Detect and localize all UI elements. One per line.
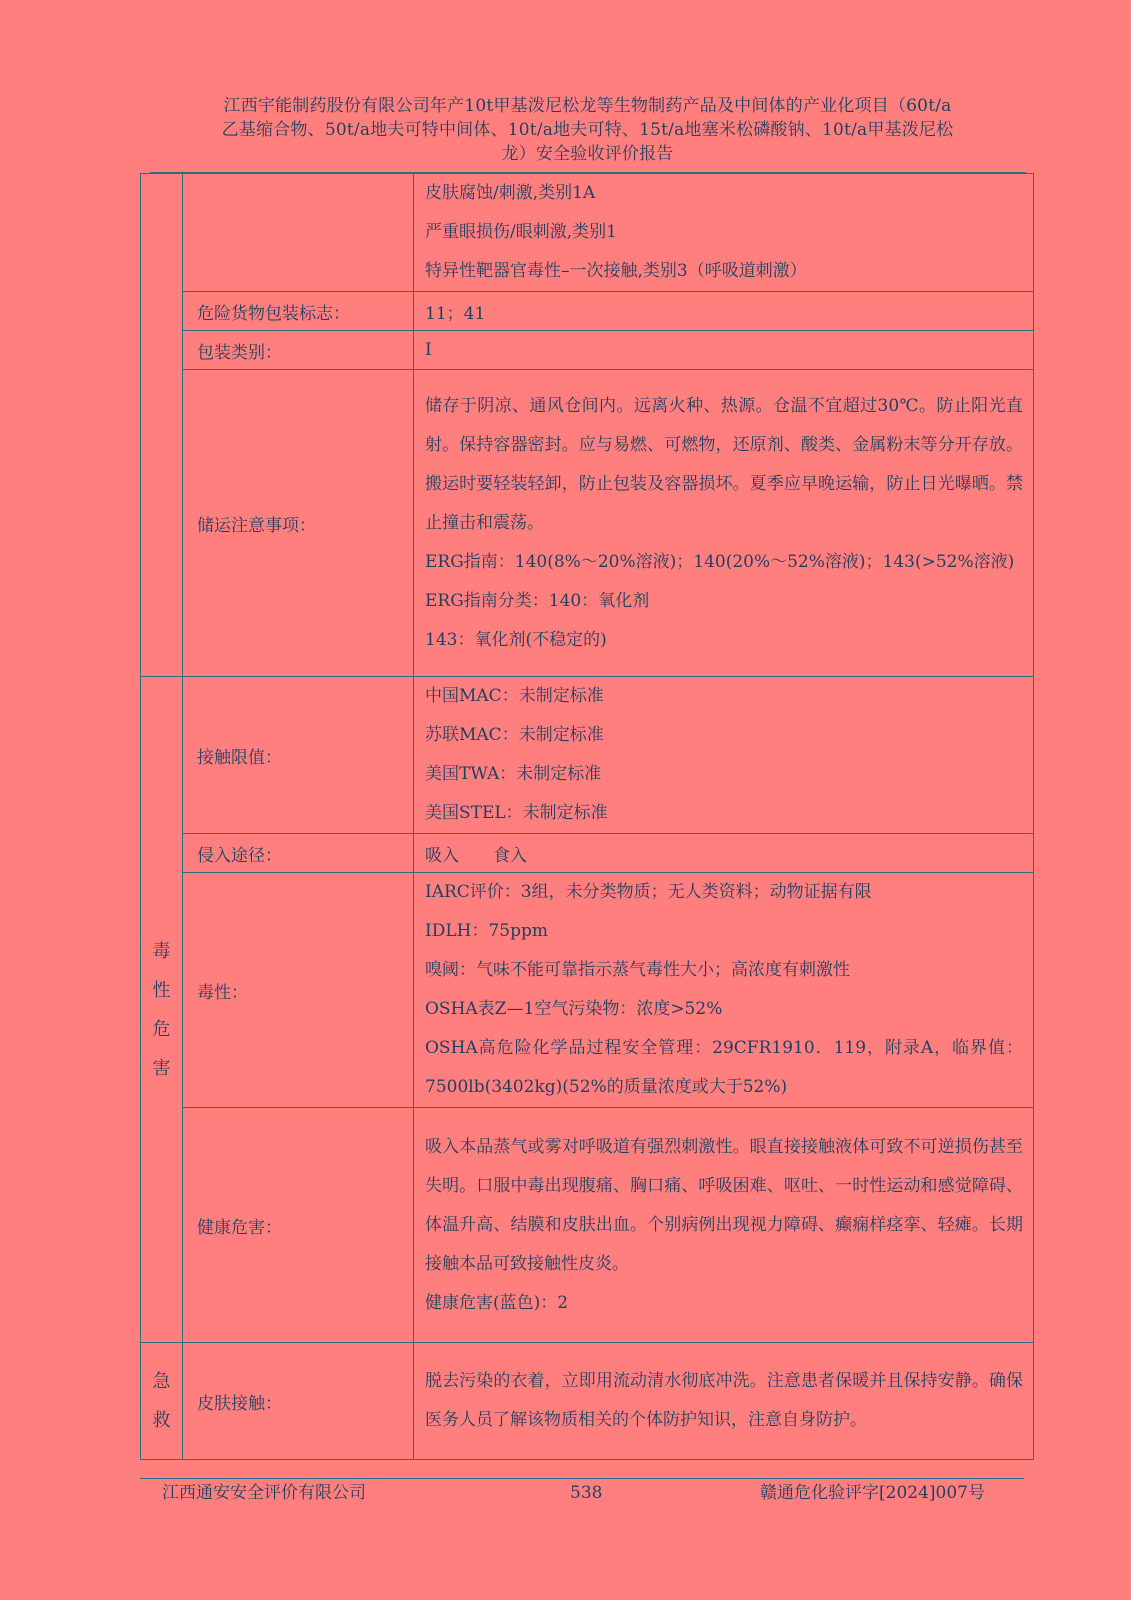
section-char: 性 — [152, 979, 171, 1001]
header-line-2: 乙基缩合物、50t/a地夫可特中间体、10t/a地夫可特、15t/a地塞米松磷酸钠、10t/a甲基泼尼松 — [221, 120, 954, 140]
table-row — [141, 331, 1034, 370]
table-row — [141, 834, 1034, 873]
packaging-mark-value: 11；41 — [414, 292, 1034, 331]
row-label: 健康危害： — [183, 1108, 414, 1343]
toxicity-line: IDLH：75ppm — [425, 921, 548, 941]
skin-cell — [414, 1343, 1034, 1460]
table-row — [141, 677, 1034, 834]
classification-line: 特异性靶器官毒性–一次接触,类别3（呼吸道刺激） — [425, 261, 807, 281]
row-label — [183, 174, 414, 292]
routes-value: 吸入 食入 — [414, 834, 1034, 873]
footer-company: 江西通安安全评价有限公司 — [162, 1483, 366, 1503]
erg-guide: ERG指南：140(8%～20%溶液)；140(20%～52%溶液)；143(>52%溶液) — [425, 551, 1015, 572]
classification-cell — [414, 174, 1034, 292]
msds-table — [140, 173, 1034, 1460]
section-char: 救 — [152, 1410, 171, 1431]
row-label: 包装类别： — [183, 331, 414, 370]
toxicity-line: IARC评价：3组，未分类物质；无人类资料；动物证据有限 — [425, 882, 872, 902]
section-char: 毒 — [152, 940, 171, 962]
storage-paragraph: 储存于阴凉、通风仓间内。远离火种、热源。仓温不宜超过30℃。防止阳光直射。保持容器密封。应与易燃、可燃物，还原剂、酸类、金属粉末等分开存放。搬运时要轻装轻卸，防止包装及容器损坏。夏季应早晚运输，防止日光曝晒。禁止撞击和震荡。 — [425, 395, 1023, 533]
header-line-1: 江西宇能制药股份有限公司年产10t甲基泼尼松龙等生物制药产品及中间体的产业化项目（60t/a — [223, 96, 952, 116]
table-row — [141, 370, 1034, 677]
section-first-aid — [141, 1343, 183, 1460]
table-row — [141, 1343, 1034, 1460]
osha-psm: OSHA高危险化学品过程安全管理：29CFR1910．119，附录A，临界值：7500lb(3402kg)(52%的质量浓度或大于52%) — [425, 1038, 1023, 1097]
limit-line: 苏联MAC：未制定标准 — [425, 725, 604, 745]
skin-paragraph: 脱去污染的衣着，立即用流动清水彻底冲洗。注意患者保暖并且保持安静。确保医务人员了解该物质相关的个体防护知识，注意自身防护。 — [425, 1371, 1023, 1430]
table-row — [141, 174, 1034, 292]
section-char: 害 — [152, 1057, 171, 1079]
header-line-3: 龙）安全验收评价报告 — [501, 144, 674, 164]
limit-line: 美国TWA：未制定标准 — [425, 764, 602, 784]
row-label: 皮肤接触： — [183, 1343, 414, 1460]
toxicity-line: 嗅阈：气味不能可靠指示蒸气毒性大小；高浓度有刺激性 — [425, 960, 850, 980]
row-label: 侵入途径： — [183, 834, 414, 873]
erg-143: 143：氧化剂(不稳定的) — [425, 629, 607, 650]
footer-rule — [140, 1478, 1024, 1479]
limit-line: 中国MAC：未制定标准 — [425, 686, 604, 706]
row-label: 毒性： — [183, 873, 414, 1108]
classification-line: 皮肤腐蚀/刺激,类别1A — [425, 183, 596, 203]
storage-cell — [414, 370, 1034, 677]
packaging-class-value: Ⅰ — [414, 331, 1034, 370]
toxicity-cell — [414, 873, 1034, 1108]
classification-line: 严重眼损伤/眼刺激,类别1 — [425, 222, 617, 242]
section-toxicity — [141, 677, 183, 1343]
footer-doc-number: 赣通危化验评字[2024]007号 — [760, 1483, 985, 1503]
health-cell — [414, 1108, 1034, 1343]
exposure-limits-cell — [414, 677, 1034, 834]
section-char: 危 — [152, 1018, 171, 1040]
section-char: 急 — [152, 1371, 171, 1392]
table-row — [141, 292, 1034, 331]
row-label: 储运注意事项： — [183, 370, 414, 677]
table-row — [141, 1108, 1034, 1343]
section-cell-blank — [141, 174, 183, 677]
row-label: 接触限值： — [183, 677, 414, 834]
health-rating: 健康危害(蓝色)：2 — [425, 1292, 569, 1313]
report-header — [150, 94, 1025, 166]
table-row — [141, 873, 1034, 1108]
health-paragraph: 吸入本品蒸气或雾对呼吸道有强烈刺激性。眼直接接触液体可致不可逆损伤甚至失明。口服中毒出现腹痛、胸口痛、呼吸困难、呕吐、一时性运动和感觉障碍、体温升高、结膜和皮肤出血。个别病例出现视力障碍、癫痫样痉挛、轻瘫。长期接触本品可致接触性皮炎。 — [425, 1136, 1023, 1274]
erg-class: ERG指南分类：140：氧化剂 — [425, 590, 650, 611]
limit-line: 美国STEL：未制定标准 — [425, 803, 608, 823]
footer-page-number: 538 — [570, 1483, 603, 1503]
toxicity-line: OSHA表Z—1空气污染物：浓度>52% — [425, 999, 723, 1019]
row-label: 危险货物包装标志： — [183, 292, 414, 331]
